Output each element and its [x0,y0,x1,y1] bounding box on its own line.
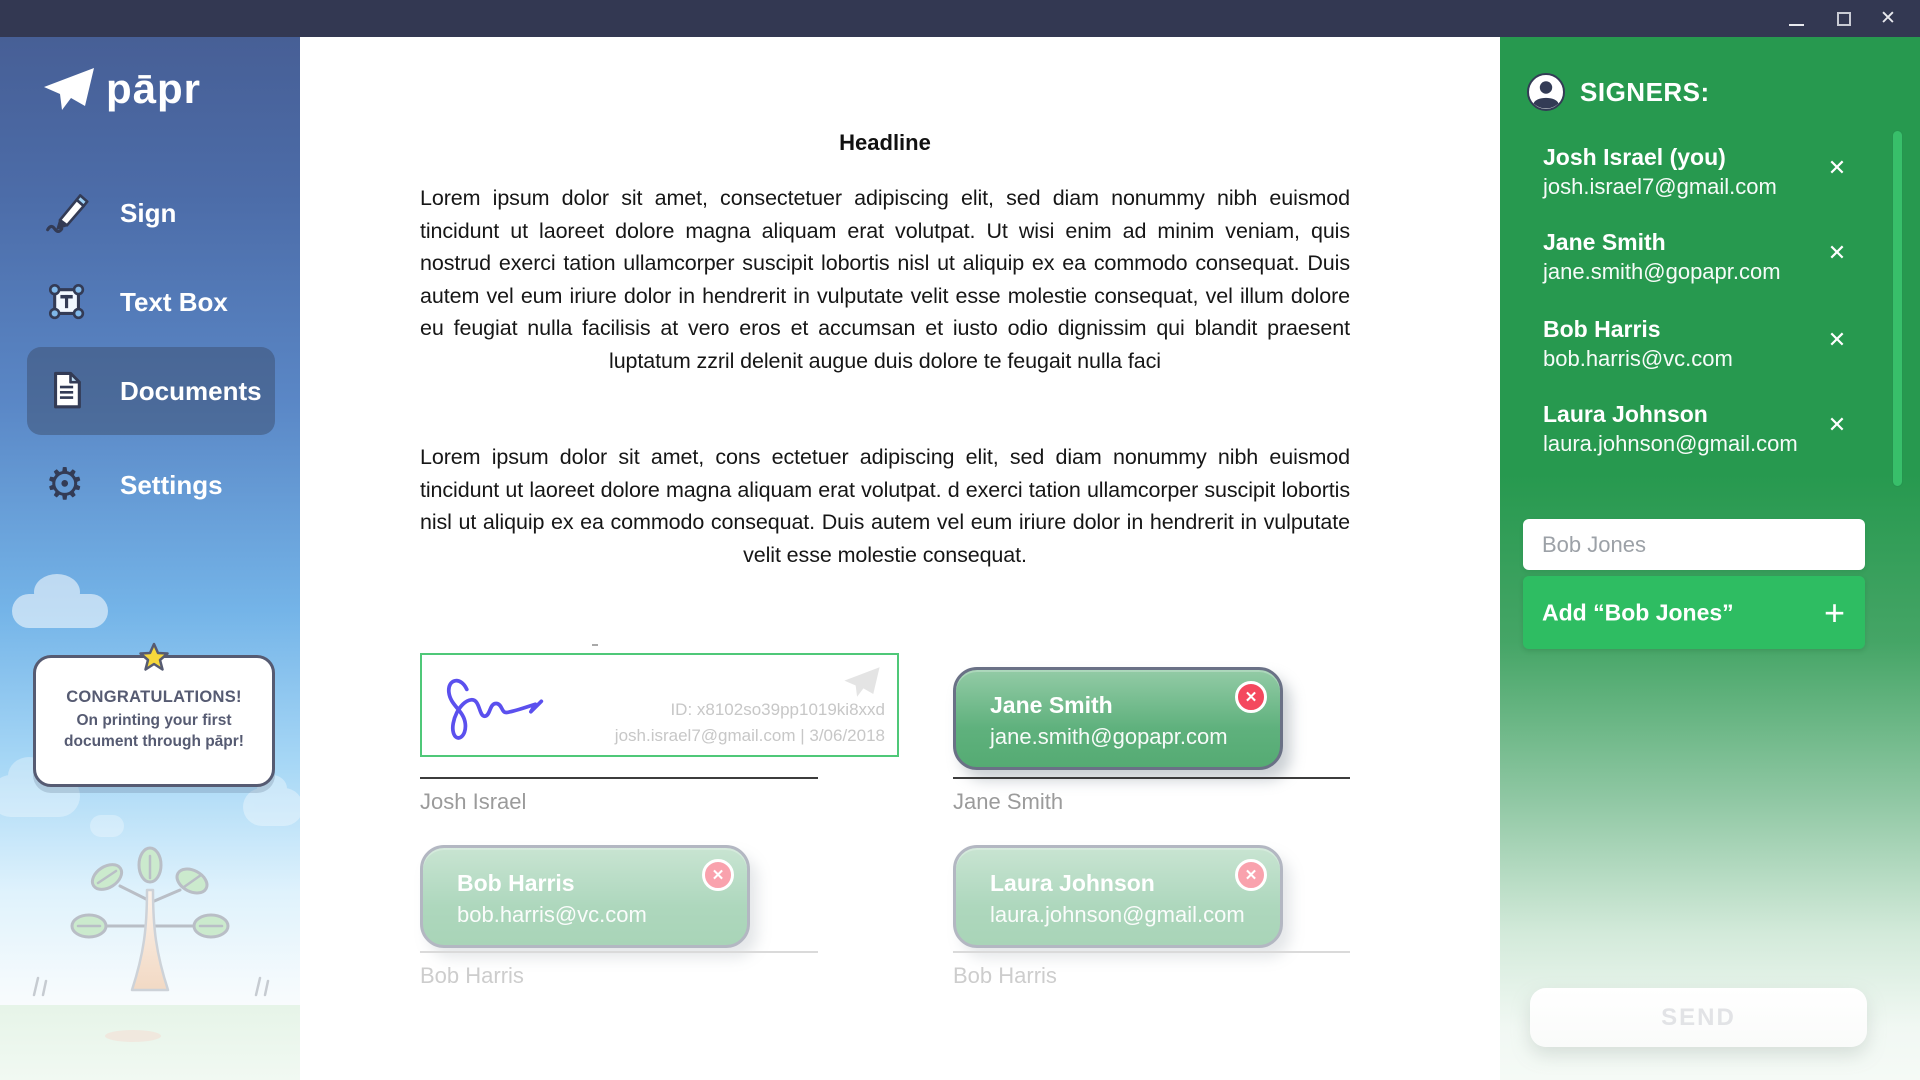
sidebar-item-textbox[interactable] [0,276,300,328]
x-icon: ✕ [1827,327,1847,352]
left-sidebar [0,37,300,1080]
cloud-decoration [90,815,124,837]
add-signer-label: Add “Bob Jones” [1542,599,1734,625]
signer-name: Josh Israel (you) [1543,144,1726,170]
signer-email: jane.smith@gopapr.com [1543,259,1781,284]
signature-id: ID: x8102so39pp1019ki8xxd [670,700,885,719]
signature-email-date: josh.israel7@gmail.com | 3/06/2018 [614,726,885,745]
badge-email: bob.harris@vc.com [457,902,647,927]
maximize-button[interactable] [1824,0,1864,37]
add-signer-button[interactable] [1523,576,1865,649]
x-icon: ✕ [1827,412,1847,437]
badge-name: Laura Johnson [990,870,1155,896]
send-button[interactable] [1530,988,1867,1047]
cloud-decoration [243,788,300,826]
sidebar-item-sign[interactable] [0,187,300,239]
remove-signer-button[interactable] [1822,238,1852,268]
signature-line-label: Bob Harris [953,963,1057,988]
pencil-icon [45,189,89,237]
remove-signer-button[interactable] [1822,153,1852,183]
signer-badge-jane-smith[interactable] [953,667,1283,770]
sidebar-item-label: Text Box [120,286,228,317]
remove-signer-button[interactable] [1822,410,1852,440]
close-button[interactable] [1868,0,1908,37]
congrats-body: On printing your first document through pāpr! [64,712,244,750]
star-icon [138,642,170,679]
congrats-card [33,655,275,787]
sidebar-item-label: Documents [120,375,262,406]
x-icon: ✕ [1244,689,1258,706]
sidebar-item-documents[interactable] [0,347,300,435]
signature-line-label: Bob Harris [420,963,524,988]
signer-name: Laura Johnson [1543,401,1708,427]
signer-email: laura.johnson@gmail.com [1543,431,1798,456]
badge-remove-button[interactable] [702,859,734,891]
send-button-label: SEND [1661,1003,1736,1031]
badge-email: jane.smith@gopapr.com [990,724,1228,749]
signers-header [1527,73,1710,111]
gear-icon: ⚙ [45,460,85,509]
grass-tuft [250,973,276,1002]
remove-signer-button[interactable] [1822,325,1852,355]
x-icon: ✕ [1827,240,1847,265]
tree-shadow [105,1030,161,1042]
x-icon: ✕ [1244,867,1258,884]
maximize-icon [1837,12,1851,26]
document-icon [45,367,89,415]
signers-title: SIGNERS: [1580,76,1710,107]
signer-row [1543,228,1823,286]
badge-remove-button[interactable] [1235,681,1267,713]
sidebar-item-settings[interactable] [0,459,300,511]
document-paragraph-1: Lorem ipsum dolor sit amet, consectetuer adipiscing elit, sed diam nonummy nibh euismod tincidunt ut laoreet dolore magna aliquam erat volutpat. Ut wisi enim ad minim veniam, quis nostrud exerci tation ullamcorper suscipit lobortis nisl ut aliquip ex ea commodo consequat. Duis autem vel eum iriure dolor in hendrerit in vulputate velit esse molestie consequat, vel illum dolore eu feugiat nulla facilisis at vero eros et accumsan et iusto odio dignissim qui blandit praesent luptatum zzril delenit augue duis dolore te feugait nulla faci [420,186,1350,373]
grass-decoration [0,1005,300,1080]
signer-email: josh.israel7@gmail.com [1543,174,1777,199]
signer-row [1543,143,1823,201]
grass-tuft [28,973,54,1002]
document-headline: Headline [839,130,931,155]
signature-scribble [438,667,588,754]
signer-badge-bob-harris[interactable] [420,845,750,948]
plus-icon: + [1823,591,1845,633]
document-paragraph-2: Lorem ipsum dolor sit amet, cons ectetuer adipiscing elit, sed diam nonummy nibh euismod tincidunt ut laoreet dolore magna aliquam erat volutpat. d exerci tation ullamcorper suscipit lobortis nisl ut aliquip ex ea commodo consequat. Duis autem vel eum iriure dolor in hendrerit in vulputate velit esse molestie consequat. [420,445,1350,567]
sidebar-item-label: Settings [120,469,223,500]
signers-panel [1500,37,1920,1080]
signer-name: Bob Harris [1543,316,1661,342]
signature-field-signed[interactable] [420,653,899,757]
sidebar-item-label: Sign [120,197,177,228]
app-logo [42,65,201,113]
signer-name: Jane Smith [1543,229,1666,255]
signer-row [1543,315,1823,373]
signer-email: bob.harris@vc.com [1543,346,1733,371]
tree-illustration [60,838,240,1008]
badge-name: Bob Harris [457,870,575,896]
badge-email: laura.johnson@gmail.com [990,902,1245,927]
add-signer-input[interactable] [1523,519,1865,570]
close-icon: ✕ [1880,8,1896,29]
textbox-icon [45,278,89,326]
minimize-icon [1789,24,1804,26]
app-logo-text: pāpr [106,65,202,112]
x-icon: ✕ [1827,155,1847,180]
signer-badge-laura-johnson[interactable] [953,845,1283,948]
signature-meta [615,697,885,749]
signature-line [953,951,1350,953]
person-icon [1527,73,1565,111]
scrollbar-thumb[interactable] [1892,130,1903,487]
cursor-mark [592,644,598,646]
document-page [300,37,1500,1080]
signature-line-label: Jane Smith [953,789,1064,814]
signature-line-label: Josh Israel [420,789,527,814]
title-bar [0,0,1920,37]
minimize-button[interactable] [1776,0,1816,37]
x-icon: ✕ [711,867,725,884]
congrats-title: CONGRATULATIONS! [66,688,242,706]
paper-plane-icon [42,65,96,113]
signature-line [953,777,1350,779]
signer-row [1543,400,1823,458]
badge-remove-button[interactable] [1235,859,1267,891]
signature-line [420,951,818,953]
badge-name: Jane Smith [990,692,1113,718]
signature-line [420,777,818,779]
cloud-decoration [12,594,108,628]
